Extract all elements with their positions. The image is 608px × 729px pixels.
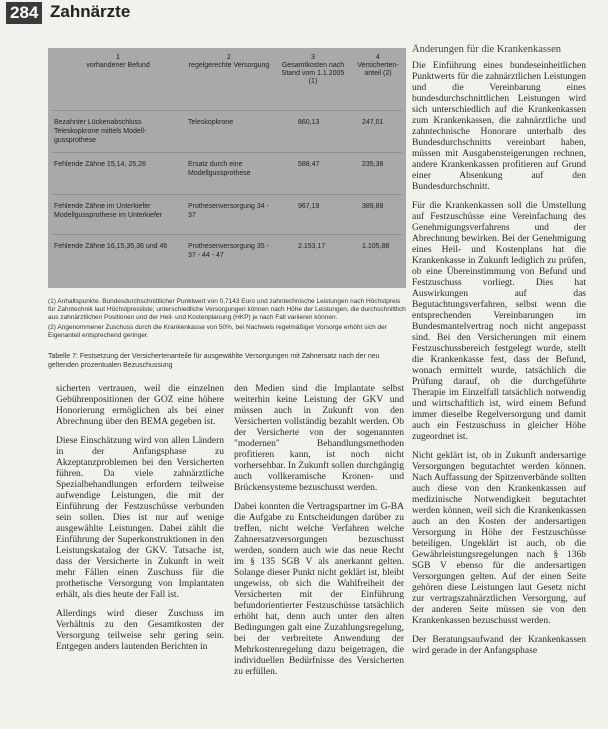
cell-total: 2.153,17 <box>298 243 326 250</box>
cell-care: Prothesenversorgung 35 - 37 - 44 - 47 <box>188 243 269 259</box>
column-header <box>188 54 270 70</box>
cell-care: Prothesenversorgung 34 - 37 <box>188 203 269 219</box>
column-header <box>280 54 346 86</box>
column-header <box>68 54 168 70</box>
table-caption: Tabelle 7: Festsetzung der Versichertenanteile für ausgewählte Versorgungen mit Zahnersatz nach der neu geltenden prozentualen Bezuschussung <box>48 353 380 369</box>
paragraph: Die Einführung eines bundeseinheitlichen Punktwerts für die zahnärztlichen Leistungen und die Vereinbarung eines bundesdurchschnittlichen Leistungen wird sich unterschiedlich auf die Krankenkassen zum Krankenkassen, die zahnärztliche und zahntechnische Honorare unterhalb des Bundesdurchschnitts vereinbart haben, müssen mit Ausgabensteigerungen rechnen, andere Krankenkassen profitieren auf Grund einer Absenkung auf den Bundesdurchschnitt. <box>412 61 586 192</box>
cell-finding: Fehlende Zähne im Unterkiefer Modellgussprothese im Unterkiefer <box>54 203 163 219</box>
section-title: Zahnärzte <box>50 2 131 21</box>
cell-finding: Bezahnter Lückenabschluss Teleskopkrone mittels Modell-gussprothese <box>54 119 147 144</box>
column-label: regelgerechte Versorgung <box>188 62 270 69</box>
row-divider <box>52 194 402 195</box>
paragraph: Dabei konnten die Vertragspartner im G-BA die Aufgabe zu Entscheidungen darüber zu treffen, nicht welche Verfahren welche Zahnersatzversorgungen bezuschusst werden, sondern auch wie das neue Recht im § 135 SGB V als anerkannt gelten. Solange dieser Punkt nicht geklärt ist, bleibt ungewiss, ob sich die Wahlfreiheit der Versicherten mit der Einführung befundorientierter Festzuschüsse tatsächlich erhöht hat, denn auch unter den alten Bedingungen galt eine Zuzahlungsregelung, bei der verbreitete Anwendung der Mehrkostenregelung dazu beigetragen, die individuellen Bedürfnisse des Versicherten zu erfüllen. <box>234 502 404 677</box>
paragraph: Nicht geklärt ist, ob in Zukunft andersartige Versorgungen begutachtet werden können. Nach Auffassung der Spitzenverbände sollten auch diese von den Krankenkassen auf medizinische Notwendigkeit begutachtet werden können, weil sich die Krankenkassen auch an den Kosten der andersartigen Versorgung in Höhe der Festzuschüsse beteiligen. Ungeklärt ist auch, ob die Gewährleistungsregelungen nach § 136b SGB V ebenso für die andersartigen Versorgungen gelten. Auf der einen Seite gehören diese Leistungen laut Gesetz nicht zur vertragszahnärztlichen Versorgung, auf der anderen Seite müssen sie von den Krankenkassen bezuschusst werden. <box>412 451 586 626</box>
footnote: (1) Anhaltspunkte. Bundesdurchschnittlicher Punktwert von 0,7143 Euro und zahntechnische Leistungen nach Höchstpreis für Zahntechnik laut Höchstpreisliste; unterschiedliche Versorgungen können nach Höhe der Leistungen, die durchschnittlich aus zahnärztlichen Positionen und der Heil- und Kostenplanung (HKP) je nach Fall variieren können. <box>48 298 406 321</box>
cell-share: 389,88 <box>362 203 384 210</box>
paragraph: Der Beratungsaufwand der Krankenkassen wird gerade in der Anfangsphase <box>412 635 586 656</box>
paragraph: den Medien sind die Implantate selbst weiterhin keine Leistung der GKV und müssen auch in Zukunft von den Versicherten vollständig bezahlt werden. Ob der Versicherte von der sogenannten "modernen" Behandlungsmethoden profitieren kann, ist noch nicht vorhersehbar. In Zukunft sollen durchgängig auch vollkeramische Kronen- und Brückensysteme bezuschusst werden. <box>234 384 404 493</box>
cell-share: 247,01 <box>362 119 384 126</box>
paragraph: Diese Einschätzung wird von allen Ländern in der Anfangsphase zu Akzeptanzproblemen bei den Versicherten führen. Da viele zahnärztliche Spezialbehandlungen erfordern teilweise aufwendige Leistungen, die mit der Einführung der Festzuschüsse verbunden sein sollen. Dies ist nur auf wenige ausgewählte Leistungen. Dabei zählt die Einführung der Superkonstruktionen in den Leistungskatalog der GKV. Tatsache ist, dass der Versicherte in Zukunft in weit mehr Fällen einen Zuschuss für die prothetische Versorgung von Implantaten erhält, als dies heute der Fall ist. <box>56 436 224 600</box>
cell-care: Ersatz durch eine Modellgussprothese <box>188 161 251 177</box>
page-number: 284 <box>6 2 42 24</box>
sidebar-title: Änderungen für die Krankenkassen <box>412 44 561 55</box>
cell-finding: Fehlende Zähne 16,15,35,36 und 46 <box>54 243 168 250</box>
cell-total: 967,19 <box>298 203 320 210</box>
footnote: (2) Angenommener Zuschuss durch die Krankenkasse von 50%, bei Nachweis regelmäßiger Vorsorge erhöht sich der Eigenanteil entsprechend geringer. <box>48 324 387 339</box>
row-divider <box>52 234 402 235</box>
column-label: vorhandener Befund <box>86 62 150 69</box>
paragraph: Allerdings wird dieser Zuschuss im Verhältnis zu den Gesamtkosten der Versorgung teilweise sehr gering sein. Entgegen anders lautenden Berichten in <box>56 609 224 652</box>
data-table <box>48 48 406 288</box>
body-column-left <box>56 384 224 720</box>
cell-total: 588,47 <box>298 161 320 168</box>
page-header <box>0 0 608 26</box>
sidebar-column <box>412 44 586 724</box>
row-divider <box>52 152 402 153</box>
cell-share: 1.105,88 <box>362 243 390 250</box>
cell-care: Teleskopkrone <box>188 119 234 126</box>
table-footnotes <box>48 298 406 340</box>
cell-total: 860,13 <box>298 119 320 126</box>
row-divider <box>52 110 402 111</box>
column-header <box>352 54 404 78</box>
column-number: 4 <box>376 54 380 61</box>
body-column-middle <box>234 384 404 720</box>
cell-share: 235,38 <box>362 161 384 168</box>
column-number: 3 <box>311 54 315 61</box>
paragraph: sicherten vertrauen, weil die einzelnen Gebührenpositionen der GOZ eine höhere Honorierung ermöglichen als bei einer Abrechnung über den BEMA gegeben ist. <box>56 384 224 427</box>
column-number: 2 <box>227 54 231 61</box>
column-number: 1 <box>116 54 120 61</box>
cell-finding: Fehlende Zähne 15,14, 25,26 <box>54 161 146 168</box>
column-label: Gesamtkosten nach Stand vom 1.1.2005 (1) <box>281 62 345 85</box>
paragraph: Für die Krankenkassen soll die Umstellung auf Festzuschüsse eine Vereinfachung des Genehmigungsverfahrens und der Abrechnung bewirken. Bei der Genehmigung eines Heil- und Kostenplans hat die Krankenkasse in Zukunft lediglich zu prüfen, ob eine Übereinstimmung von Befund und Festzuschuss vorliegt. Dies hat Auswirkungen auf das Begutachtungsverfahren, selbst wenn die entsprechenden Vereinbarungen im Bundesmantelvertrag noch nicht angepasst sind. Bei den Versicherungen mit einem Festzuschussbereich festgelegt wurde, stellt die Krankenkasse fest, dass der Befund, wonach ermittelt wurde, tatsächlich die Prüfung darauf, ob die durchgeführte Therapie im Einzelfall tatsächlich notwendig und wirtschaftlich ist, wird einem Befund immer dieselbe Regelversorgung und damit auch ein Festzuschuss in gleicher Höhe zugeordnet ist. <box>412 201 586 442</box>
column-label: Versicherten-anteil (2) <box>357 62 399 77</box>
